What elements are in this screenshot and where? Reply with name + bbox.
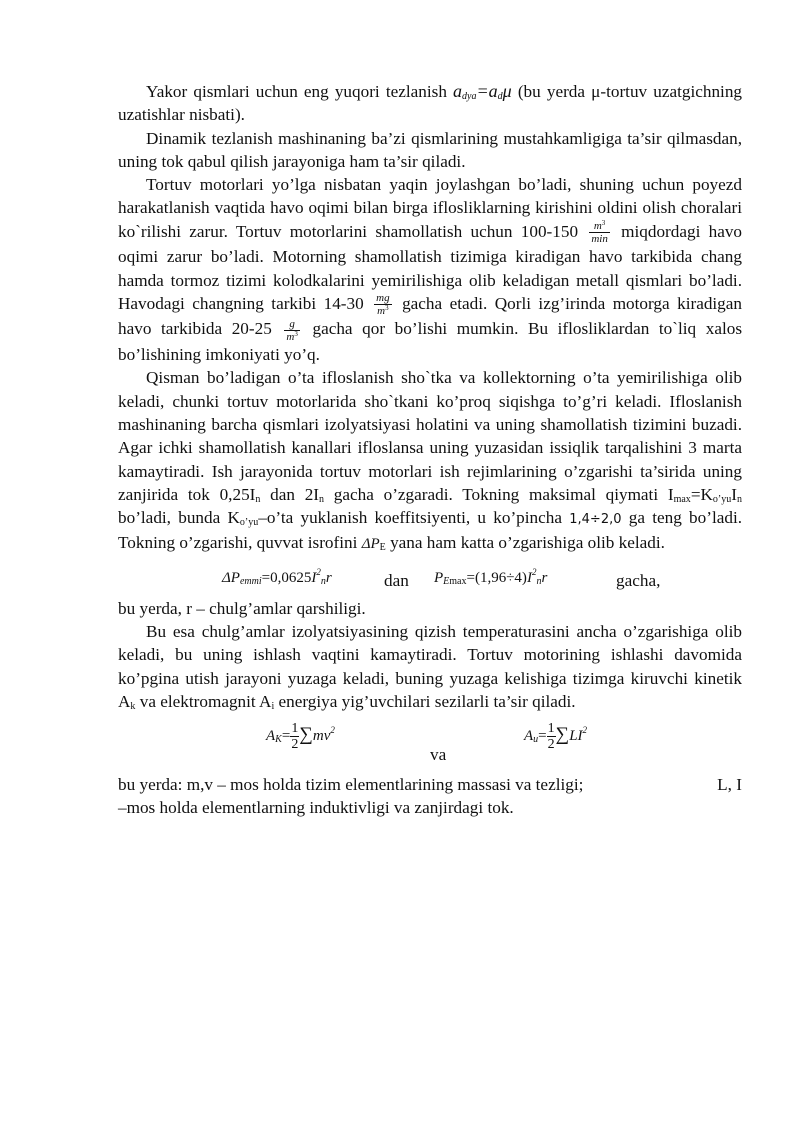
text: bu yerda: m,v – mos holda tizim elementlarining massasi va tezligi; xyxy=(118,775,584,795)
paragraph-max-acceleration xyxy=(118,80,742,127)
formula-kinetic-energy: $A_K=$ $\frac{1}{2}$ $\sum mv^2$ xyxy=(266,721,335,753)
subscript: n xyxy=(319,493,325,505)
text: gacha qor bo’lishi mumkin. Bu iflosliklardan to`liq xalos bo’lishining imkoniyati yo’q. xyxy=(118,319,743,365)
text: dan 2I xyxy=(260,484,320,504)
paragraph-ventilation xyxy=(118,173,742,366)
text: va elektromagnit A xyxy=(135,691,272,711)
paragraph-insulation xyxy=(118,620,742,713)
subscript: i xyxy=(271,700,275,712)
text: Bu esa chulg’amlar izolyatsiyasining qizish temperaturasini ancha o’zgarishiga olib keladi, bu uning ishlash vaqtini kamaytiradi. Tortuv motorining ishlashi davomida ko’pgina utish jarayoni yuzaga keladi, buning yuzaga kelishiga tizimga kiruvchi kinetik A xyxy=(118,621,742,711)
fraction-g-per-m3: $\frac{g}{m^3}$ xyxy=(286,318,298,344)
subscript: o’yu xyxy=(239,517,259,529)
text: –o’ta yuklanish koeffitsiyenti, u ko’pincha xyxy=(258,508,562,528)
text: =K xyxy=(690,484,713,504)
text: L, I xyxy=(717,775,742,795)
equation-power-loss xyxy=(118,557,742,597)
formula-delta-p-emmi: $\Delta P_{emmi}=0,0625I^2_nr$ xyxy=(222,566,332,587)
text: energiya yig’uvchilari sezilarli ta’sir qiladi. xyxy=(274,691,576,711)
paragraph-contamination xyxy=(118,366,742,556)
word-va: va xyxy=(430,745,447,765)
text: Yakor qismlari uchun eng yuqori tezlanish xyxy=(146,82,447,101)
word-dan: dan xyxy=(384,570,409,590)
subscript: n xyxy=(255,493,261,505)
fraction-mg-per-m3: $\frac{mg}{m^3}$ xyxy=(376,292,390,318)
paragraph-r-resistance: bu yerda, r – chulg’amlar qarshiligi. xyxy=(118,598,366,618)
text: miqdordagi havo oqimi zarur bo’ladi. Motorning shamollatish tizimiga kiradigan havo tarkibida chang hamda tormoz tizimi kolodkalarini yemirilishiga olib keladigan metall qismlari bo’ladi. Havodagi changning tarkibi 14-30 xyxy=(118,221,743,313)
formula-magnetic-energy: $A_u=$ $\frac{1}{2}$ $\sum LI^2$ xyxy=(524,721,588,753)
formula-p-e-max: $P_{Emax}=(1,96\div 4)I^2_nr$ xyxy=(434,566,548,587)
text: gacha o’zgaradi. Tokning maksimal qiymati I xyxy=(324,484,674,504)
subscript: max xyxy=(673,493,691,505)
text: (bu yerda μ-tortuv uzatgichning uzatishlar nisbati). xyxy=(118,82,743,125)
paragraph-dynamic-acceleration: Dinamik tezlanish mashinaning ba’zi qismlarining mustahkamligiga ta’sir qilmasdan, uning tok qabul qilish jarayoniga ham ta’sir qiladi. xyxy=(118,128,742,171)
document-page xyxy=(118,80,742,820)
paragraph-definitions-line1 xyxy=(118,773,742,796)
range-value: 1,4÷2,0 xyxy=(569,512,622,528)
word-gacha: gacha, xyxy=(616,570,661,590)
text: Tortuv motorlari yo’lga nisbatan yaqin joylashgan bo’ladi, shuning uchun poyezd harakatlanish vaqtida havo oqimi bilan birga iflosliklarning kirishini oldini olish choralari ko`rilishi zarur. Tortuv motorlarini shamollatish uchun 100-150 xyxy=(118,175,742,241)
subscript: E xyxy=(379,542,386,554)
subscript: n xyxy=(737,493,742,505)
fraction-m3-per-min: $\frac{m^3}{\min}$ xyxy=(591,219,608,246)
delta-p-symbol: ΔP xyxy=(361,536,380,553)
subscript: o’yu xyxy=(712,493,732,505)
text: bo’ladi, bunda K xyxy=(118,508,240,528)
paragraph-definitions-line2: –mos holda elementlarning induktivligi va zanjirdagi tok. xyxy=(118,798,514,818)
equation-energy xyxy=(118,713,742,773)
text: Qisman bo’ladigan o’ta ifloslanish sho`tka va kollektorning o’ta yemirilishiga olib keladi, chunki tortuv motorlarida sho`tkani ko’proq siqishga to’g’ri keladi. Ifloslanish mashinaning barcha qismlari izolyatsiyasi holatini va uning shamollatish tizimini buzadi. Agar ichki shamollatish kanallari ifloslansa uning yuzasidan issiqlik tarqalishini 3 marta kamaytiradi. Ish jarayonida tortuv motorlari ish rejimlarining o’zgarishi ta’sirida uning zanjirida tok 0,25I xyxy=(118,368,742,504)
text: ga teng bo’ladi. Tokning o’zgarishi, quvvat isrofini xyxy=(118,508,743,553)
formula-a-dya: $a_{dya}=a_d\mu$ xyxy=(453,81,512,102)
subscript: k xyxy=(130,700,136,712)
text: I xyxy=(731,484,737,504)
text: gacha etadi. Qorli izg’irinda motorga kiradigan havo tarkibida 20-25 xyxy=(118,293,743,339)
text: yana ham katta o’zgarishiga olib keladi. xyxy=(385,533,665,553)
